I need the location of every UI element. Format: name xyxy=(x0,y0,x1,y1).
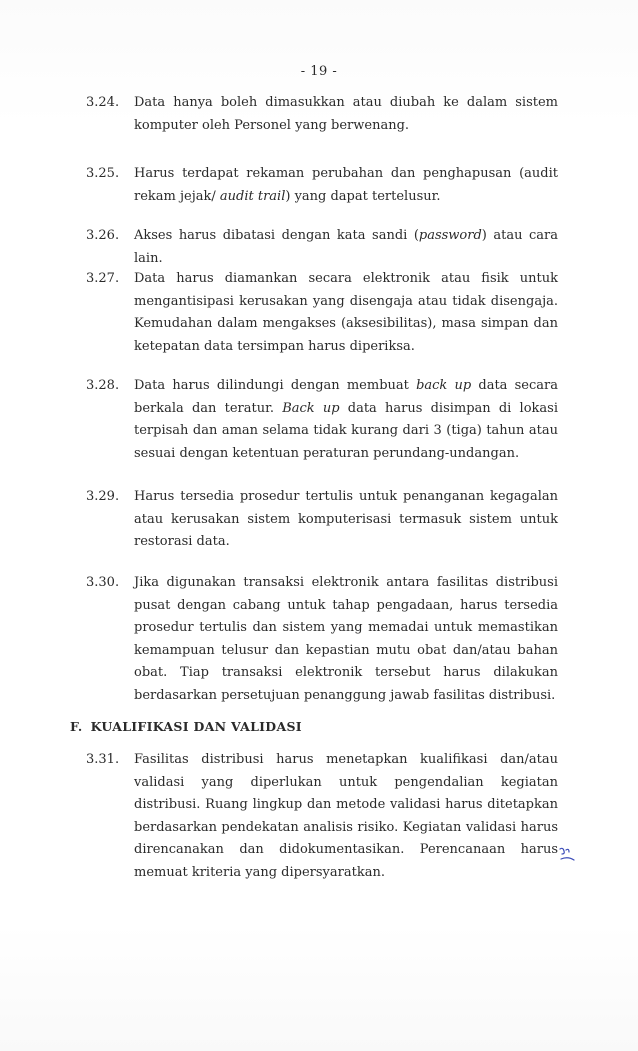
item-number: 3.26. xyxy=(86,228,120,243)
page-number: - 19 - xyxy=(300,64,338,79)
item-text: Fasilitas distribusi harus menetapkan kualifikasi dan/atau validasi yang diperlukan untuk pengendalian kegiatan distribusi. Ruang lingkup dan metode validasi harus ditetapkan berdasarkan pendekatan analisis risiko. Kegiatan validasi harus direncanakan dan didokumentasikan. Perencanaan harus memuat kriteria yang dipersyaratkan. xyxy=(134,752,558,880)
item-number: 3.27. xyxy=(86,271,120,286)
item-text: Harus terdapat rekaman perubahan dan penghapusan (audit rekam jejak/ audit trail) yang dapat tertelusur. xyxy=(134,166,558,204)
item-text: Jika digunakan transaksi elektronik antara fasilitas distribusi pusat dengan cabang untuk tahap pengadaan, harus tersedia prosedur tertulis dan sistem yang memadai untuk memastikan kemampuan telusur dan kepastian mutu obat dan/atau bahan obat. Tiap transaksi elektronik tersebut harus dilakukan berdasarkan persetujuan penanggung jawab fasilitas distribusi. xyxy=(134,575,558,703)
list-item-3-28 xyxy=(86,375,558,465)
list-item-3-26 xyxy=(86,225,558,270)
item-number: 3.30. xyxy=(86,575,120,590)
item-text: Akses harus dibatasi dengan kata sandi (password) atau cara lain. xyxy=(134,228,558,266)
item-number: 3.28. xyxy=(86,378,120,393)
item-number: 3.25. xyxy=(86,166,120,181)
section-letter: F. xyxy=(70,719,83,734)
list-item-3-31 xyxy=(86,749,558,884)
item-number: 3.31. xyxy=(86,752,120,767)
item-text: Harus tersedia prosedur tertulis untuk penanganan kegagalan atau kerusakan sistem komputerisasi termasuk sistem untuk restorasi data. xyxy=(134,489,558,549)
item-text: Data harus diamankan secara elektronik atau fisik untuk mengantisipasi kerusakan yang disengaja atau tidak disengaja. Kemudahan dalam mengakses (aksesibilitas), masa simpan dan ketepatan data tersimpan harus diperiksa. xyxy=(134,271,558,354)
list-item-3-30 xyxy=(86,572,558,707)
list-item-3-24 xyxy=(86,92,558,137)
item-text: Data harus dilindungi dengan membuat back up data secara berkala dan teratur. Back up data harus disimpan di lokasi terpisah dan aman selama tidak kurang dari 3 (tiga) tahun atau sesuai dengan ketentuan peraturan perundang-undangan. xyxy=(134,378,558,461)
section-title: KUALIFIKASI DAN VALIDASI xyxy=(90,719,302,734)
item-text: Data hanya boleh dimasukkan atau diubah ke dalam sistem komputer oleh Personel yang berwenang. xyxy=(134,95,558,133)
item-number: 3.24. xyxy=(86,95,120,110)
list-item-3-29 xyxy=(86,486,558,554)
paraf-initial-mark xyxy=(556,845,580,865)
list-item-3-25 xyxy=(86,163,558,208)
item-number: 3.29. xyxy=(86,489,120,504)
section-heading xyxy=(70,719,302,734)
list-item-3-27 xyxy=(86,268,558,358)
